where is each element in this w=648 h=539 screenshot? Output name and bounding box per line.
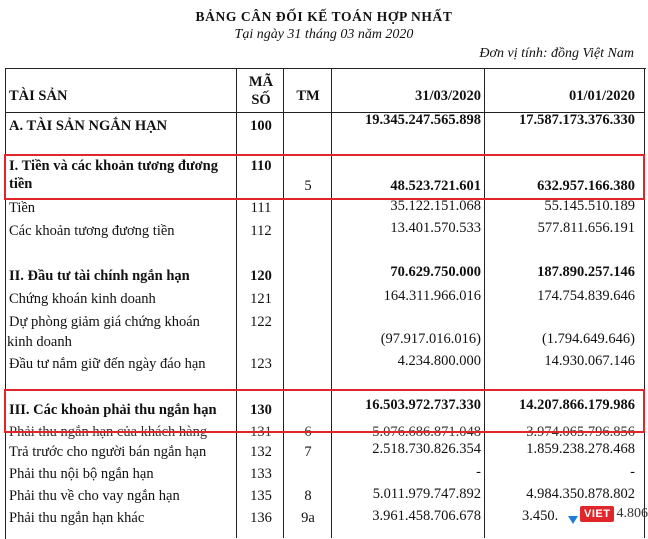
row-value-q1: (97.917.016.016) (380, 331, 481, 347)
column-divider (484, 68, 485, 538)
row-label: Trả trước cho người bán ngắn hạn (9, 444, 207, 460)
row-label: Đầu tư nắm giữ đến ngày đáo hạn (9, 356, 206, 372)
row-value-q1: 35.122.151.068 (390, 198, 481, 214)
row-label: Các khoản tương đương tiền (9, 223, 175, 239)
col-header-date1: 31/03/2020 (414, 88, 481, 104)
row-value-start: - (630, 464, 635, 480)
row-value-q1: 19.345.247.565.898 (365, 112, 481, 128)
row-value-start: 55.145.510.189 (544, 198, 635, 214)
col-header-note: TM (296, 88, 320, 104)
watermark-logo: VIET (580, 506, 614, 522)
row-value-q1: 5.076.686.871.048 (372, 424, 481, 440)
row-value-start: 3.450. (522, 508, 559, 524)
cursor-icon (568, 516, 578, 524)
row-value-start: 174.754.839.646 (537, 288, 635, 304)
row-value-q1: 3.961.458.706.678 (372, 508, 481, 524)
col-header-code-line1: MÃ (248, 74, 274, 90)
column-divider (644, 68, 645, 538)
row-value-q1: 2.518.730.826.354 (372, 441, 481, 457)
row-code: 123 (250, 356, 272, 372)
row-label: Phải thu ngắn hạn của khách hàng (9, 424, 208, 440)
row-code: 100 (250, 118, 272, 134)
report-date: Tại ngày 31 tháng 03 năm 2020 (234, 27, 414, 42)
report-title: BẢNG CÂN ĐỐI KẾ TOÁN HỢP NHẤT (195, 9, 453, 24)
row-value-q1: 48.523.721.601 (390, 178, 481, 194)
row-label: I. Tiền và các khoản tương đương (9, 158, 218, 174)
row-note: 6 (304, 424, 312, 440)
row-code: 131 (250, 424, 272, 440)
row-value-start: 14.207.866.179.986 (519, 397, 635, 413)
watermark-badge (580, 505, 648, 523)
row-value-start: 187.890.257.146 (537, 264, 635, 280)
row-note: 7 (304, 444, 312, 460)
row-value-q1: 5.011.979.747.892 (372, 486, 481, 502)
row-label: Chứng khoán kinh doanh (9, 291, 156, 307)
col-header-code-line2: SỐ (251, 92, 271, 108)
row-value-start: 3.974.065.796.856 (526, 424, 635, 440)
row-value-q1: 70.629.750.000 (390, 264, 481, 280)
row-label-cont: tiền (9, 176, 33, 192)
row-code: 110 (250, 158, 272, 174)
row-value-start: 577.811.656.191 (537, 220, 635, 236)
row-value-start: 17.587.173.376.330 (519, 112, 635, 128)
column-divider (331, 68, 332, 538)
row-note: 9a (301, 510, 315, 526)
row-value-q1: - (476, 464, 481, 480)
row-note: 5 (304, 178, 312, 194)
row-code: 135 (250, 488, 272, 504)
row-code: 121 (250, 291, 272, 307)
watermark-tail: 4.806 (616, 506, 648, 521)
row-label: Dự phòng giảm giá chứng khoán (9, 314, 200, 330)
row-code: 136 (250, 510, 272, 526)
row-code: 133 (250, 466, 272, 482)
row-value-start: 4.984.350.878.802 (526, 486, 635, 502)
row-label: II. Đầu tư tài chính ngắn hạn (9, 268, 190, 284)
row-code: 112 (250, 223, 272, 239)
row-note: 8 (304, 488, 312, 504)
row-code: 132 (250, 444, 272, 460)
row-label: Phải thu nội bộ ngắn hạn (9, 466, 154, 482)
row-value-start: 14.930.067.146 (544, 353, 635, 369)
row-code: 111 (250, 200, 272, 216)
highlight-receivables-row (4, 389, 645, 433)
row-label: Tiền (9, 200, 36, 216)
row-value-q1: 16.503.972.737.330 (365, 397, 481, 413)
row-code: 130 (250, 402, 272, 418)
row-value-q1: 164.311.966.016 (383, 288, 481, 304)
row-label: Phải thu về cho vay ngắn hạn (9, 488, 180, 504)
row-value-start: 1.859.238.278.468 (526, 441, 635, 457)
highlight-cash-row (4, 154, 645, 200)
column-divider (236, 68, 237, 538)
row-code: 122 (250, 314, 272, 330)
row-value-q1: 4.234.800.000 (397, 353, 481, 369)
row-label: III. Các khoản phải thu ngắn hạn (9, 402, 217, 418)
row-label-cont: kinh doanh (7, 334, 72, 350)
column-divider (283, 68, 284, 538)
row-label: A. TÀI SẢN NGẮN HẠN (9, 118, 168, 134)
row-value-start: 632.957.166.380 (537, 178, 635, 194)
row-code: 120 (250, 268, 272, 284)
row-value-start: (1.794.649.646) (541, 331, 635, 347)
col-header-assets: TÀI SẢN (9, 88, 68, 104)
row-value-q1: 13.401.570.533 (390, 220, 481, 236)
currency-unit: Đơn vị tính: đồng Việt Nam (479, 46, 634, 61)
row-label: Phải thu ngắn hạn khác (9, 510, 145, 526)
col-header-date2: 01/01/2020 (568, 88, 635, 104)
